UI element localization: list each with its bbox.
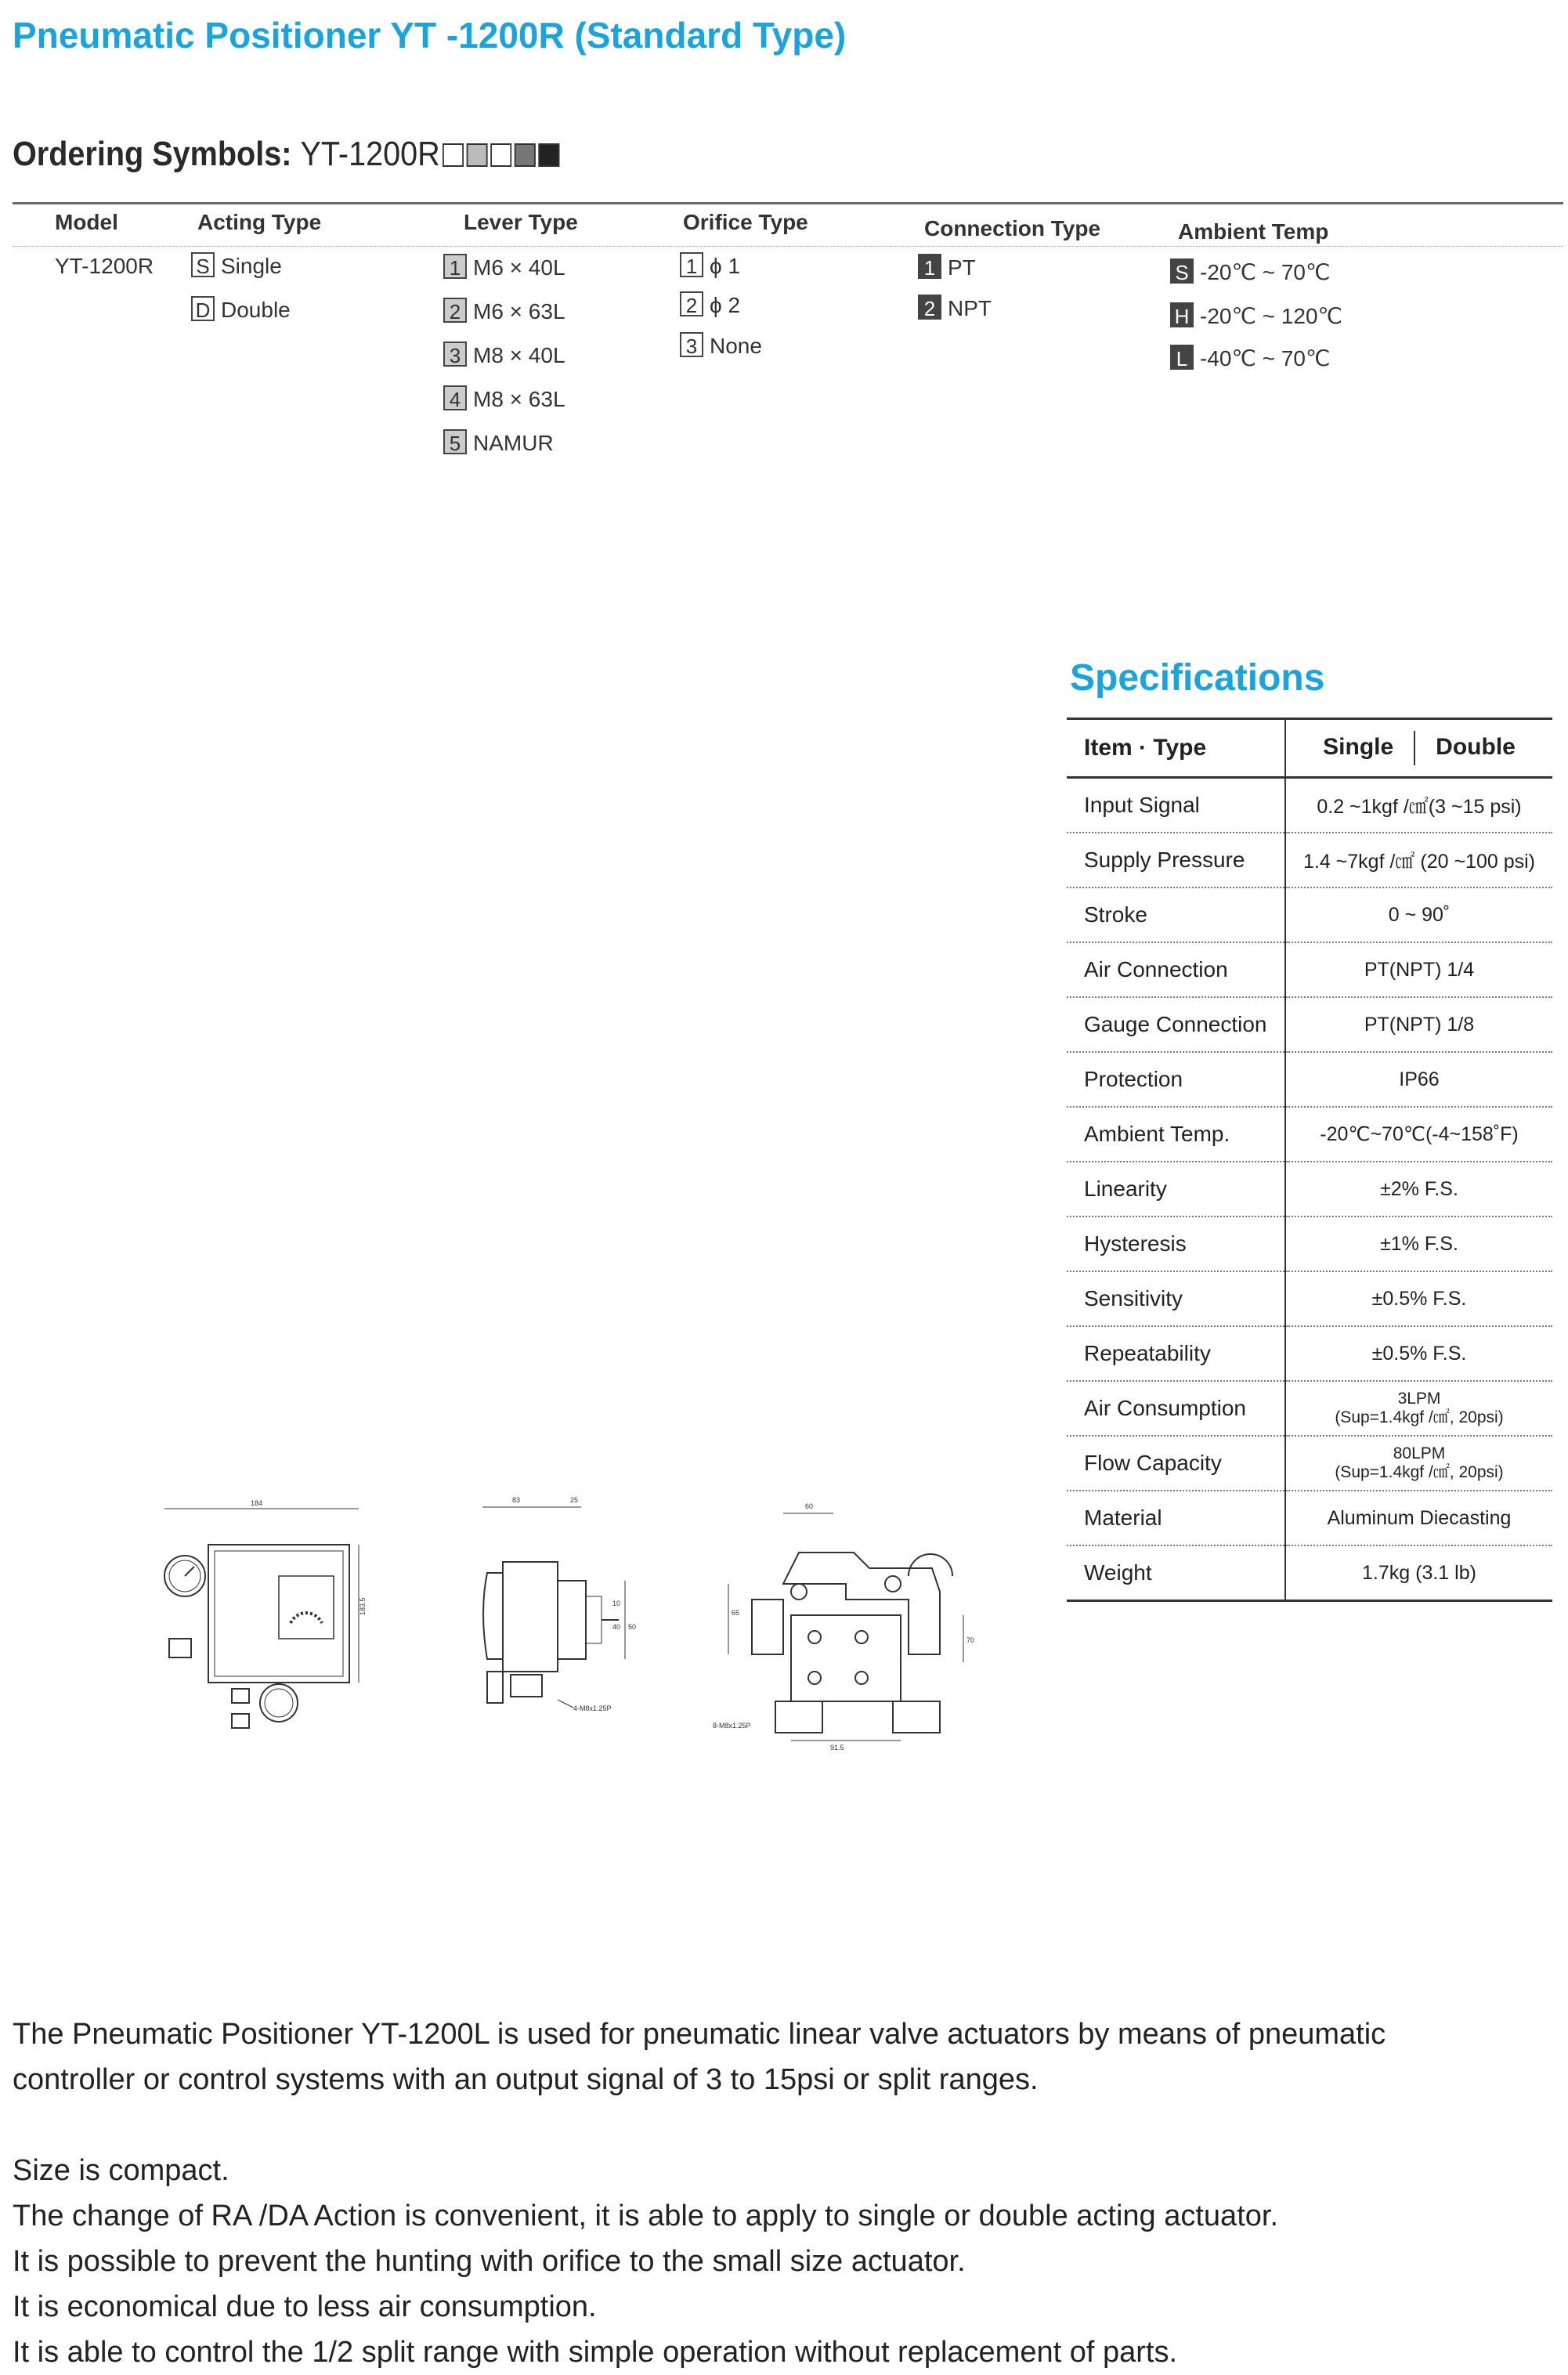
col-connection-type: Connection Type [924,216,1101,240]
ordering-symbols-heading [13,135,560,174]
spec-row [1067,1052,1552,1107]
ambient-option-h: H -20℃ ~ 120℃ [1170,302,1342,329]
specifications-table [1067,718,1552,1602]
spec-value: PT(NPT) 1/4 [1285,942,1552,997]
spec-value: 0 ~ 90˚ [1285,887,1552,942]
side-thread-label: 4-M8x1.25P [573,1704,612,1712]
connection-option-npt: 2 NPT [918,295,992,321]
back-dim-b: 65 [732,1609,740,1617]
spec-row [1067,1491,1552,1545]
lever-option-5: 5 NAMUR [443,429,554,456]
symbol-box-5 [539,143,560,167]
col-acting-type: Acting Type [197,210,322,234]
spec-row [1067,1216,1552,1271]
spec-row [1067,1381,1552,1436]
col-orifice-type: Orifice Type [683,210,808,234]
side-dim-b: 25 [570,1496,579,1504]
side-dim-d: 40 [612,1623,621,1631]
description-line: The Pneumatic Positioner YT-1200L is used for pneumatic linear valve actuators by means of pneumatic [13,2018,1386,2051]
lever-option-1: 1 M6 × 40L [443,254,565,280]
spec-item: Material [1067,1491,1285,1545]
spec-value: 0.2 ~1kgf /㎠(3 ~15 psi) [1285,778,1552,833]
spec-header-item: Item · Type [1067,719,1285,778]
lever-option-3: 3 M8 × 40L [443,342,565,368]
spec-row [1067,1436,1552,1491]
col-ambient-temp: Ambient Temp [1178,219,1329,244]
header-divider [1414,731,1415,765]
spec-item: Stroke [1067,887,1285,942]
spec-item: Protection [1067,1052,1285,1107]
spec-item: Air Consumption [1067,1381,1285,1436]
col-model: Model [55,210,118,234]
orifice-option-1: 1 ϕ 1 [680,252,740,279]
spec-value: Aluminum Diecasting [1285,1491,1552,1545]
description-line: controller or control systems with an output signal of 3 to 15psi or split ranges. [13,2063,1039,2096]
acting-option-double: D Double [191,296,291,323]
specifications-heading: Specifications [1070,657,1325,699]
front-height-label: 183.5 [359,1597,367,1615]
symbol-box-1 [443,143,464,167]
spec-value: IP66 [1285,1052,1552,1107]
spec-row [1067,1326,1552,1381]
orifice-option-3: 3 None [680,332,762,359]
spec-row [1067,997,1552,1052]
spec-value: -20℃~70℃(-4~158˚F) [1285,1107,1552,1162]
back-dim-c: 70 [966,1636,975,1644]
spec-row [1067,1107,1552,1162]
spec-item: Repeatability [1067,1326,1285,1381]
spec-row [1067,887,1552,942]
spec-item: Ambient Temp. [1067,1107,1285,1162]
spec-header-type [1285,719,1552,778]
spec-row [1067,778,1552,833]
spec-header-single: Single [1323,733,1394,760]
spec-value: 80LPM (Sup=1.4kgf /㎠, 20psi) [1285,1436,1552,1491]
ordering-label: Ordering Symbols: [13,135,292,173]
spec-value: 1.4 ~7kgf /㎠ (20 ~100 psi) [1285,833,1552,887]
spec-item: Flow Capacity [1067,1436,1285,1491]
ambient-option-l: L -40℃ ~ 70℃ [1170,345,1330,371]
front-view-drawing [154,1498,404,1748]
spec-value: ±0.5% F.S. [1285,1326,1552,1381]
ordering-code: YT-1200R [300,135,440,173]
spec-value: ±2% F.S. [1285,1162,1552,1216]
ambient-option-s: S -20℃ ~ 70℃ [1170,258,1330,285]
col-lever-type: Lever Type [464,210,578,234]
connection-option-pt: 1 PT [918,254,976,280]
spec-item: Hysteresis [1067,1216,1285,1271]
spec-value: 1.7kg (3.1 lb) [1285,1545,1552,1601]
spec-item: Weight [1067,1545,1285,1601]
model-value: YT-1200R [55,254,154,278]
back-thread-label: 8-M8x1.25P [713,1722,751,1730]
acting-option-single: S Single [191,252,282,279]
feature-line: The change of RA /DA Action is convenient, it is able to apply to single or double acting actuator. [13,2200,1279,2232]
spec-item: Input Signal [1067,778,1285,833]
ordering-rule-mid [13,246,1563,247]
spec-row [1067,942,1552,997]
feature-line: It is economical due to less air consumption. [13,2290,597,2323]
side-view-drawing [471,1495,652,1745]
spec-header-row [1067,719,1552,778]
lever-option-2: 2 M6 × 63L [443,298,565,324]
feature-line: It is able to control the 1/2 split range with simple operation without replacement of parts. [13,2336,1178,2369]
description [13,2012,1386,2375]
spec-header-double: Double [1436,733,1516,760]
spec-row [1067,1162,1552,1216]
side-dim-e: 50 [628,1623,637,1631]
page-title: Pneumatic Positioner YT -1200R (Standard Type) [13,15,847,56]
feature-line: It is possible to prevent the hunting with orifice to the small size actuator. [13,2245,966,2278]
spec-value: 3LPM (Sup=1.4kgf /㎠, 20psi) [1285,1381,1552,1436]
back-view-drawing [705,1498,987,1756]
spec-value: PT(NPT) 1/8 [1285,997,1552,1052]
symbol-box-2 [467,143,488,167]
spec-item: Air Connection [1067,942,1285,997]
spec-item: Linearity [1067,1162,1285,1216]
symbol-box-4 [515,143,536,167]
spec-row [1067,833,1552,887]
back-dim-a: 60 [805,1502,814,1510]
spec-value: ±0.5% F.S. [1285,1271,1552,1326]
ordering-rule-top [13,202,1563,204]
lever-option-4: 4 M8 × 63L [443,385,565,412]
symbol-box-3 [491,143,512,167]
feature-line: Size is compact. [13,2154,229,2187]
orifice-option-2: 2 ϕ 2 [680,291,740,318]
back-dim-d: 91.5 [830,1744,844,1751]
spec-value: ±1% F.S. [1285,1216,1552,1271]
spec-row [1067,1545,1552,1601]
spec-item: Gauge Connection [1067,997,1285,1052]
side-dim-a: 83 [512,1496,521,1504]
spec-row [1067,1271,1552,1326]
spec-item: Sensitivity [1067,1271,1285,1326]
front-width-label: 184 [251,1499,263,1507]
side-dim-c: 10 [612,1600,621,1607]
spec-item: Supply Pressure [1067,833,1285,887]
